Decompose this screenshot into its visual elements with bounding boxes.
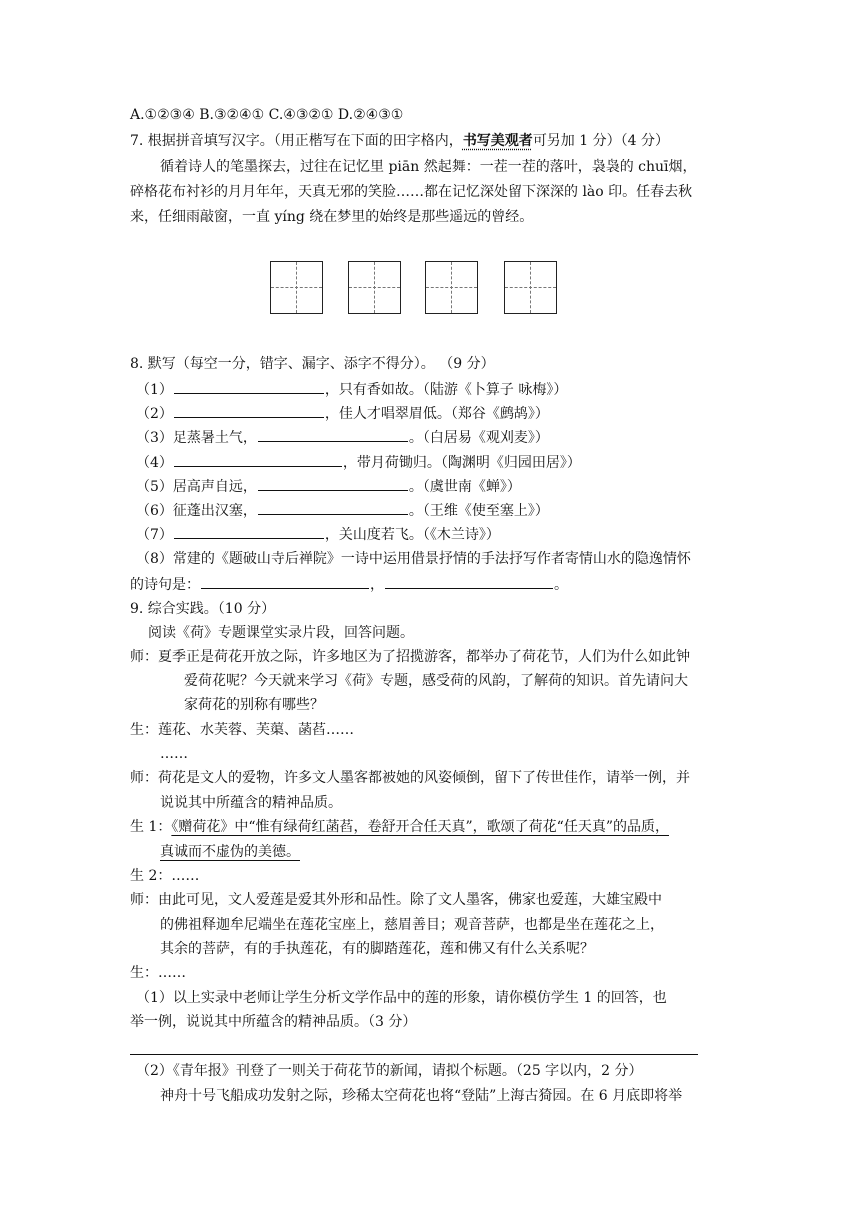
q7-paragraph-line-3: 来，任细雨敲窗，一直 yíng 绕在梦里的始终是那些遥远的曾经。 [130,209,534,225]
teacher-line-3a: 师：由此可见，文人爱莲是爱其外形和品性。除了文人墨客，佛家也爱莲，大雄宝殿中 [130,892,662,908]
q8-item-4-prefix: （4） [136,455,173,471]
q9-sub1-line-b: 举一例，说说其中所蕴含的精神品质。（3 分） [130,1014,417,1030]
q8-item-8-comma: ， [370,577,384,593]
q8-item-6-suffix: 。（王维《使至塞上》） [408,503,549,519]
teacher-line-2a: 师：荷花是文人的爱物，许多文人墨客都被她的风姿倾倒，留下了传世佳作，请举一例，并 [130,770,690,786]
q8-item-3-suffix: 。（白居易《观刈麦》） [408,430,549,446]
q8-item-7-suffix: ，关山度若飞。（《木兰诗》） [324,527,500,543]
q8-item-2 [136,404,746,423]
q7-paragraph-line-2: 碎格花布衬衫的月月年年，天真无邪的笑脸……都在记忆深处留下深深的 lào 印。任春去秋 [130,184,693,200]
q8-item-8-line-2 [130,575,740,594]
q8-item-8-blank-1[interactable] [201,575,369,589]
student-answer-1: 生：莲花、水芙蓉、芙蕖、菡萏…… [130,722,354,738]
teacher-line-3c: 其余的菩萨，有的手执莲花，有的脚踏莲花，莲和佛又有什么关系呢？ [160,941,594,957]
tianzige-box-1[interactable] [270,261,323,314]
q8-item-7-blank[interactable] [174,525,324,539]
q9-sub2-line: （2）《青年报》刊登了一则关于荷花节的新闻，请拟个标题。（25 字以内，2 分） [136,1063,643,1079]
q8-item-5-prefix: （5）居高声自远， [136,479,257,495]
q7-title-emphasis: 书写美观者 [462,133,533,149]
q8-item-2-prefix: （2） [136,406,173,422]
q8-item-1-blank[interactable] [174,380,324,394]
q8-item-4 [136,453,746,472]
q8-item-8-blank-2[interactable] [385,575,553,589]
q8-item-7-prefix: （7） [136,527,173,543]
q8-item-8-line-1: （8）常建的《题破山寺后禅院》一诗中运用借景抒情的手法抒写作者寄情山水的隐逸情怀 [136,551,691,567]
q8-item-4-blank[interactable] [174,453,342,467]
q8-item-1 [136,380,746,399]
q9-sub1-line-a: （1）以上实录中老师让学生分析文学作品中的莲的形象，请你模仿学生 1 的回答，也 [136,990,667,1006]
q8-item-6 [136,501,746,520]
teacher-line-2b: 说说其中所蕴含的精神品质。 [160,795,342,811]
q8-item-1-suffix: ，只有香如故。（陆游《卜算子 咏梅》） [324,382,568,398]
q7-title-pre: 7. 根据拼音填写汉字。（用正楷写在下面的田字格内， [130,133,463,149]
student-3-line: 生：…… [130,965,186,981]
teacher-line-1b: 爱荷花呢？今天就来学习《荷》专题，感受荷的风韵，了解荷的知识。首先请问大 [184,673,688,689]
student-1-answer-a: 《赠荷花》中“惟有绿荷红菡萏，卷舒开合任天真”，歌颂了荷花“任天真”的品质， [171,819,669,835]
student-1-line-b [160,843,770,861]
student-1-line-a [130,818,740,836]
q8-item-6-prefix: （6）征蓬出汉塞， [136,503,257,519]
q8-item-1-prefix: （1） [136,382,173,398]
student-answer-1-cont: …… [160,746,188,762]
tianzige-box-3[interactable] [425,261,478,314]
options-line: A.①②③④ B.③②④① C.④③②① D.②④③① [130,107,404,123]
q8-title: 8. 默写（每空一分，错字、漏字、添字不得分）。 （9 分） [130,356,495,372]
q7-title [130,132,740,150]
teacher-line-1a: 师：夏季正是荷花开放之际，许多地区为了招揽游客，都举办了荷花节，人们为什么如此钟 [130,649,690,665]
q8-item-3-prefix: （3）足蒸暑土气， [136,430,257,446]
teacher-line-1c: 家荷花的别称有哪些？ [184,697,324,713]
teacher-line-3b: 的佛祖释迦牟尼端坐在莲花宝座上，慈眉善目；观音菩萨，也都是坐在莲花之上， [160,917,664,933]
q8-item-5 [136,477,746,496]
tianzige-box-2[interactable] [348,261,401,314]
news-paragraph-line: 神舟十号飞船成功发射之际，珍稀太空荷花也将“登陆”上海古猗园。在 6 月底即将举 [160,1088,683,1104]
q8-item-4-suffix: ，带月荷锄归。（陶渊明《归园田居》） [342,455,581,471]
student-2-line: 生 2：…… [130,868,200,884]
q9-title: 9. 综合实践。（10 分） [130,601,276,617]
q8-item-2-blank[interactable] [174,404,324,418]
q9-sub1-answer-line[interactable] [130,1054,698,1055]
q7-paragraph-line-1: 循着诗人的笔墨探去，过往在记忆里 piān 然起舞：一茬一茬的落叶，袅袅的 chuī烟， [160,159,697,175]
q8-item-7 [136,525,746,544]
q8-item-8-prefix: 的诗句是： [130,577,200,593]
q9-intro: 阅读《荷》专题课堂实录片段，回答问题。 [148,625,414,641]
q8-item-8-suffix: 。 [554,577,568,593]
tianzige-box-4[interactable] [504,261,557,314]
student-1-label: 生 1： [130,819,172,835]
q8-item-3 [136,428,746,447]
q8-item-3-blank[interactable] [258,428,408,442]
student-1-answer-b: 真诚而不虚伪的美德。 [160,844,300,860]
q8-item-5-blank[interactable] [258,477,408,491]
q7-title-post: 可另加 1 分）（4 分） [532,133,669,149]
q8-item-2-suffix: ，佳人才唱翠眉低。（郑谷《鹧鸪》） [324,406,549,422]
q8-item-6-blank[interactable] [258,501,408,515]
q8-item-5-suffix: 。（虞世南《蝉》） [408,479,521,495]
